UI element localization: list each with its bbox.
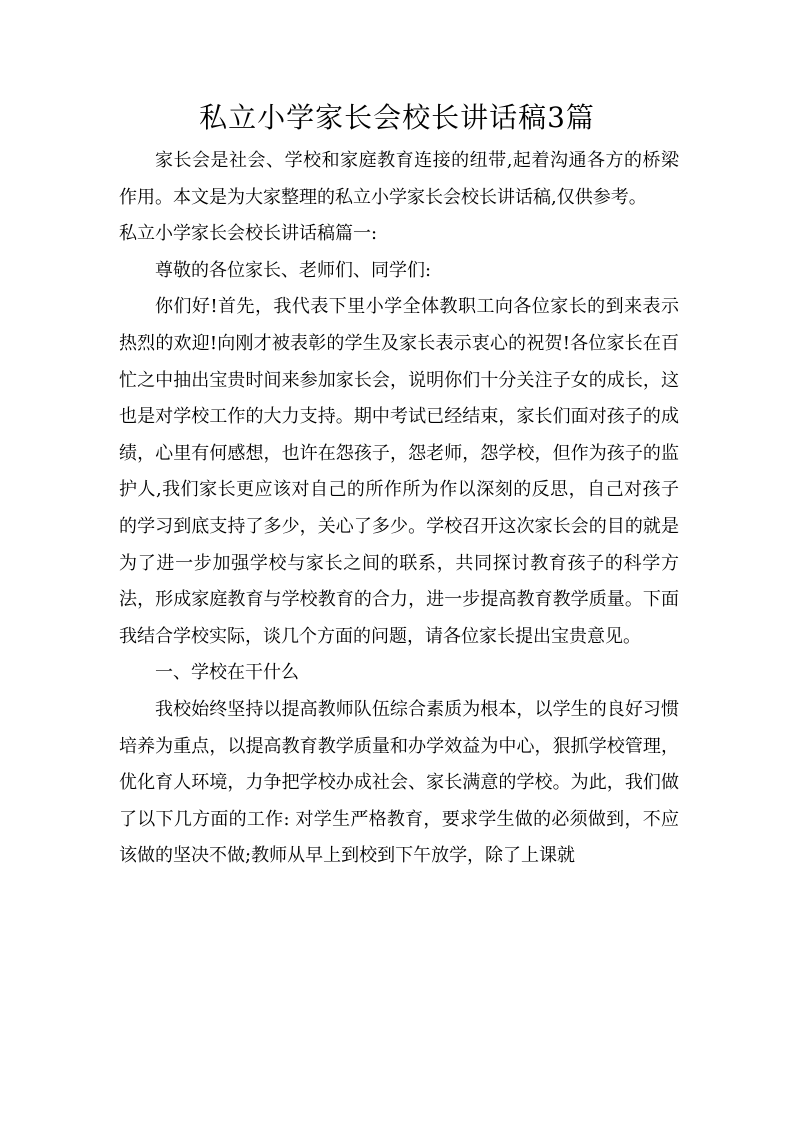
document-title: 私立小学家长会校长讲话稿3篇 bbox=[199, 101, 595, 134]
paragraph-intro: 家长会是社会、学校和家庭教育连接的纽带,起着沟通各方的桥梁作用。本文是为大家整理的私立小学家长会校长讲话稿,仅供参考。 bbox=[119, 150, 679, 208]
document-body bbox=[119, 143, 679, 875]
paragraph-greeting: 你们好!首先，我代表下里小学全体教职工向各位家长的到来表示热烈的欢迎!向刚才被表彰的学生及家长表示衷心的祝贺!各位家长在百忙之中抽出宝贵时间来参加家长会，说明你们十分关注子女的成长，这也是对学校工作的大力支持。期中考试已经结束，家长们面对孩子的成绩，心里有何感想，也许在怨孩子，怨老师，怨学校，但作为孩子的监护人,我们家长更应该对自己的所作所为作以深刻的反思，自己对孩子的学习到底支持了多少，关心了多少。学校召开这次家长会的目的就是为了进一步加强学校与家长之间的联系，共同探讨教育孩子的科学方法，形成家庭教育与学校教育的合力，进一步提高教育教学质量。下面我结合学校实际，谈几个方面的问题，请各位家长提出宝贵意见。 bbox=[119, 296, 679, 647]
paragraph-section-heading: 私立小学家长会校长讲话稿篇一: bbox=[119, 223, 378, 245]
paragraph-school-work: 我校始终坚持以提高教师队伍综合素质为根本，以学生的良好习惯培养为重点，以提高教育教学质量和办学效益为中心，狠抓学校管理，优化育人环境，力争把学校办成社会、家长满意的学校。为此，我们做了以下几方面的工作: 对学生严格教育，要求学生做的必须做到，不应该做的坚决不做;教师从早上到校到下午放学，除了上课就 bbox=[119, 698, 679, 867]
paragraph-subheading: 一、学校在干什么 bbox=[155, 662, 299, 684]
paragraph-salutation: 尊敬的各位家长、老师们、同学们: bbox=[155, 259, 432, 281]
